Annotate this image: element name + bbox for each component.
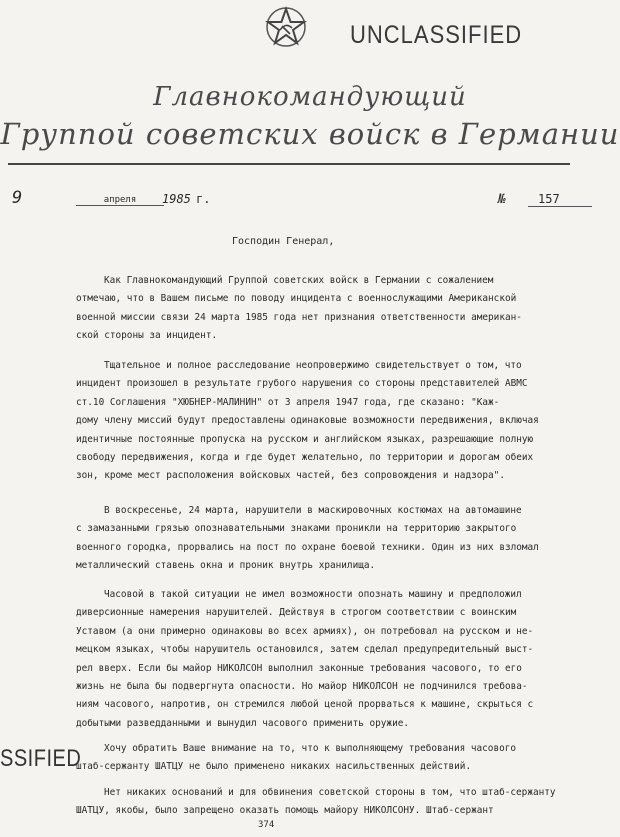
- document-number-label: №: [498, 192, 506, 207]
- text-line: ст.10 Соглашения "ХЮБНЕР-МАЛИНИН" от 3 апреля 1947 года, где сказано: "Каж-: [76, 396, 500, 408]
- letterhead-title-line-2: Группой советских войск в Германии: [0, 117, 620, 151]
- paragraph-6: [76, 784, 596, 821]
- letterhead-divider: [8, 163, 570, 165]
- paragraph-2: [76, 357, 596, 486]
- text-line: В воскресенье, 24 марта, нарушители в маскировочных костюмах на автомашине: [104, 505, 522, 516]
- letterhead-title-line-1: Главнокомандующий: [153, 82, 467, 112]
- text-line: жизнь не была бы подвергнута опасности. Но майор НИКОЛСОН не подчинился требова-: [76, 681, 528, 693]
- date-day: 9: [12, 188, 23, 208]
- text-line: диверсионные намерения нарушителей. Действуя в строгом соответствии с воинским: [76, 607, 517, 619]
- salutation: Господин Генерал,: [232, 236, 335, 247]
- text-line: военного городка, прорвались на пост по охране боевой техники. Один из них взломал: [76, 541, 539, 553]
- text-line: зон, кроме мест расположения войсковых частей, без сопровождения и надзора".: [76, 470, 505, 482]
- unclassified-edge-stamp: SSIFIED: [0, 745, 82, 773]
- text-line: Тщательное и полное расследование неопровержимо свидетельствует о том, что: [104, 360, 522, 371]
- paragraph-1: [76, 272, 596, 346]
- text-line: инцидент произошел в результате грубого нарушения со стороны представителей АВМС: [76, 378, 528, 390]
- text-line: штаб-сержанту ШАТЦУ не было применено никаких насильственных действий.: [76, 761, 472, 773]
- date-year: 1985: [162, 192, 191, 206]
- document-number: 157: [528, 192, 592, 207]
- text-line: свободу передвижения, когда и где будет желательно, по территории и дорогам обеих: [76, 452, 534, 464]
- paragraph-4: [76, 586, 596, 733]
- unclassified-stamp: UNCLASSIFIED: [350, 20, 523, 49]
- text-line: с замазанными грязью опознавательными знаками проникли на территорию закрытого: [76, 523, 517, 535]
- paragraph-3: [76, 502, 596, 576]
- text-line: дому члену миссий будут предоставлены одинаковые возможности передвижения, включая: [76, 415, 539, 427]
- text-line: Часовой в такой ситуации не имел возможности опознать машину и предположил: [104, 589, 522, 600]
- text-line: Хочу обратить Ваше внимание на то, что к выполняющему требования часового: [104, 743, 517, 754]
- paragraph-5: [76, 740, 596, 777]
- red-star-emblem-icon: [265, 6, 307, 48]
- text-line: Уставом (а они примерно одинаковы во всех армиях), он потребовал на русском и не-: [76, 625, 534, 637]
- text-line: металлический ставень окна и проник внутрь хранилища.: [76, 560, 376, 572]
- text-line: идентичные постоянные пропуска на русском и английском языках, разрешающие полную: [76, 433, 534, 445]
- text-line: ниям часового, напротив, он стремился любой ценой прорваться к машине, скрыться с: [76, 699, 534, 711]
- text-line: ской стороны за инцидент.: [76, 330, 218, 342]
- text-line: мецком языках, чтобы нарушитель остановился, затем сделал предупредительный выст-: [76, 644, 534, 656]
- text-line: военной миссии связи 24 марта 1985 года нет признания ответственности американ-: [76, 311, 522, 323]
- text-line: отмечаю, что в Вашем письме по поводу инцидента с военнослужащими Американской: [76, 293, 517, 305]
- text-line: Нет никаких оснований и для обвинения советской стороны в том, что штаб-сержанту: [104, 787, 556, 798]
- page-number: 374: [258, 820, 275, 830]
- text-line: добытыми разведданными и вынудил часового применить оружие.: [76, 717, 410, 729]
- text-line: Как Главнокомандующий Группой советских войск в Германии с сожалением: [104, 275, 494, 286]
- date-month: апреля: [76, 195, 164, 206]
- text-line: рел вверх. Если бы майор НИКОЛСОН выполнил законные требования часового, то его: [76, 662, 522, 674]
- date-year-suffix: г.: [196, 192, 211, 206]
- text-line: ШАТЦУ, якобы, было запрещено оказать помощь майору НИКОЛСОНУ. Штаб-сержант: [76, 805, 494, 817]
